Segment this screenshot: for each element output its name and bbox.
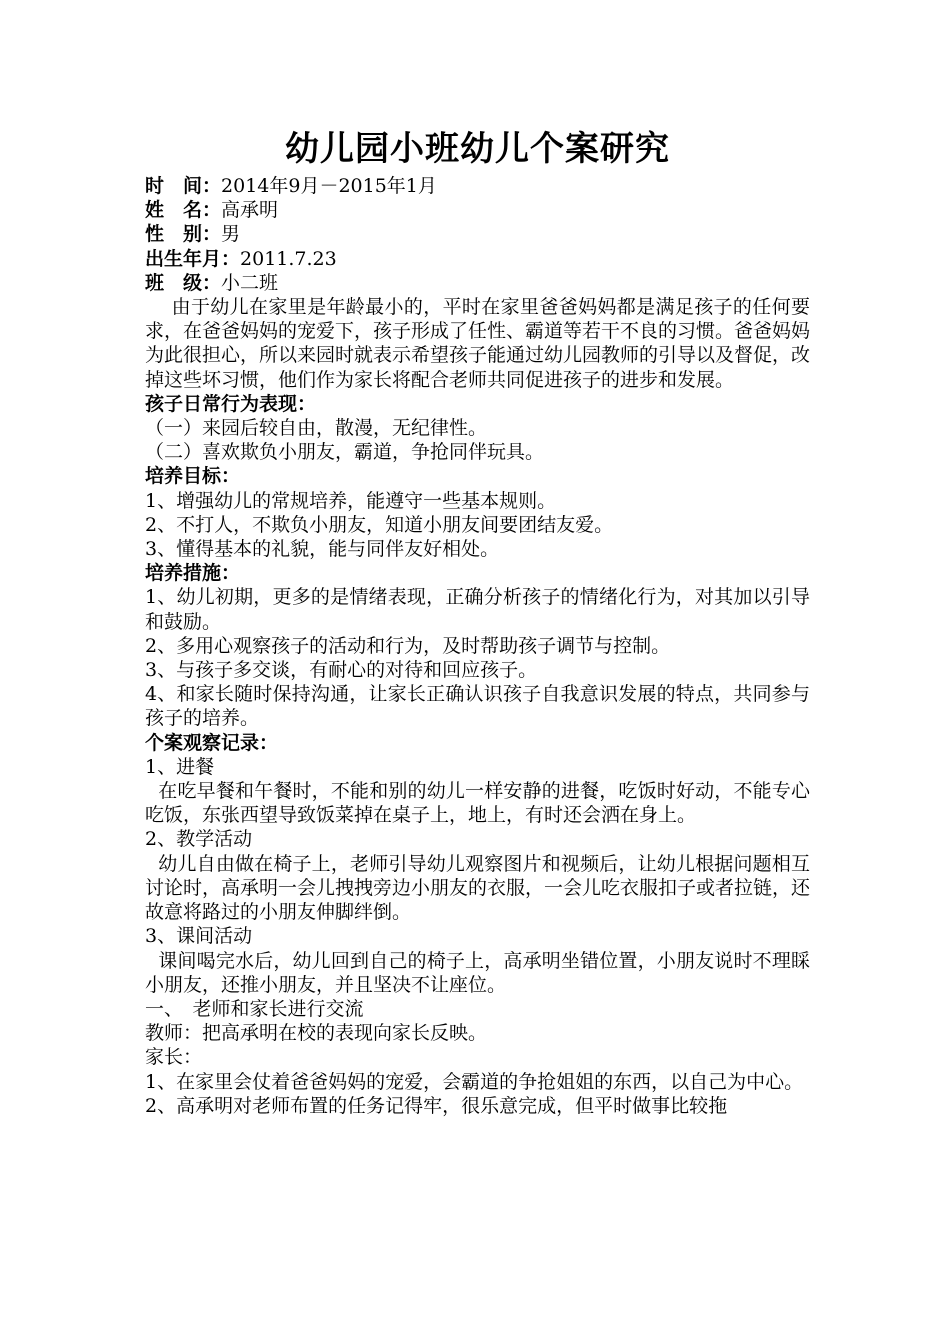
info-label: 时 间： bbox=[145, 175, 222, 197]
observation-section-title: 1、进餐 bbox=[145, 755, 215, 778]
info-value: 小二班 bbox=[221, 271, 279, 294]
info-value: 高承明 bbox=[221, 199, 279, 222]
communication-heading: 一、 老师和家长进行交流 bbox=[145, 997, 364, 1020]
observation-section-title: 3、课间活动 bbox=[145, 925, 253, 948]
behavior-item: （一）来园后较自由，散漫，无纪律性。 bbox=[145, 417, 488, 440]
goal-item: 3、懂得基本的礼貌，能与同伴友好相处。 bbox=[145, 538, 500, 561]
document-title: 幼儿园小班幼儿个案研究 bbox=[285, 129, 670, 169]
measure-item: 4、和家长随时保持沟通，让家长正确认识孩子自我意识发展的特点，共同参与孩子的培养。 bbox=[145, 683, 810, 730]
parent-label: 家长： bbox=[145, 1046, 203, 1069]
info-class bbox=[145, 271, 810, 295]
info-label: 姓 名： bbox=[145, 199, 222, 222]
observation-section-text: 幼儿自由做在椅子上，老师引导幼儿观察图片和视频后，让幼儿根据问题相互讨论时，高承明一会儿拽拽旁边小朋友的衣服，一会儿吃衣服扣子或者拉链，还故意将路过的小朋友伸脚绊倒。 bbox=[145, 852, 811, 924]
info-label: 出生年月： bbox=[145, 247, 241, 270]
observation-section-text: 课间喝完水后，幼儿回到自己的椅子上，高承明坐错位置，小朋友说时不理睬小朋友，还推小朋友，并且坚决不让座位。 bbox=[145, 949, 810, 996]
measure-item: 1、幼儿初期，更多的是情绪表现，正确分析孩子的情绪化行为，对其加以引导和鼓励。 bbox=[145, 586, 810, 633]
observation-section-title: 2、教学活动 bbox=[145, 828, 253, 851]
info-value: 2014年9月－2015年1月 bbox=[221, 175, 437, 197]
goal-item: 2、不打人，不欺负小朋友，知道小朋友间要团结友爱。 bbox=[145, 513, 614, 536]
info-birth bbox=[145, 247, 810, 271]
observation-heading: 个案观察记录： bbox=[145, 731, 279, 754]
parent-item: 2、高承明对老师布置的任务记得牢，很乐意完成，但平时做事比较拖 bbox=[145, 1094, 728, 1117]
goal-item: 1、增强幼儿的常规培养，能遵守一些基本规则。 bbox=[145, 489, 557, 512]
parent-item: 1、在家里会仗着爸爸妈妈的宠爱，会霸道的争抢姐姐的东西，以自己为中心。 bbox=[145, 1070, 804, 1093]
info-block bbox=[145, 174, 810, 295]
observation-section-text: 在吃早餐和午餐时，不能和别的幼儿一样安静的进餐，吃饭时好动，不能专心吃饭，东张西望导致饭菜掉在桌子上，地上，有时还会洒在身上。 bbox=[145, 780, 810, 827]
measures-heading: 培养措施： bbox=[145, 562, 241, 585]
info-name bbox=[145, 198, 810, 222]
info-gender bbox=[145, 222, 810, 246]
info-time bbox=[145, 174, 810, 198]
info-label: 性 别： bbox=[145, 223, 222, 246]
measure-item: 3、与孩子多交谈，有耐心的对待和回应孩子。 bbox=[145, 659, 538, 682]
measure-item: 2、多用心观察孩子的活动和行为，及时帮助孩子调节与控制。 bbox=[145, 634, 671, 657]
intro-paragraph: 由于幼儿在家里是年龄最小的，平时在家里爸爸妈妈都是满足孩子的任何要求，在爸爸妈妈的宠爱下，孩子形成了任性、霸道等若干不良的习惯。爸爸妈妈为此很担心，所以来园时就表示希望孩子能通过幼儿园教师的引导以及督促，改掉这些坏习惯，他们作为家长将配合老师共同促进孩子的进步和发展。 bbox=[145, 296, 811, 391]
teacher-statement: 教师：把高承明在校的表现向家长反映。 bbox=[145, 1022, 488, 1045]
info-value: 男 bbox=[221, 223, 241, 246]
info-label: 班 级： bbox=[145, 271, 222, 294]
behavior-item: （二）喜欢欺负小朋友，霸道，争抢同伴玩具。 bbox=[145, 441, 545, 464]
info-value: 2011.7.23 bbox=[240, 247, 337, 270]
goals-heading: 培养目标： bbox=[145, 465, 241, 488]
document-content bbox=[145, 126, 810, 1118]
behavior-heading: 孩子日常行为表现： bbox=[145, 392, 317, 415]
